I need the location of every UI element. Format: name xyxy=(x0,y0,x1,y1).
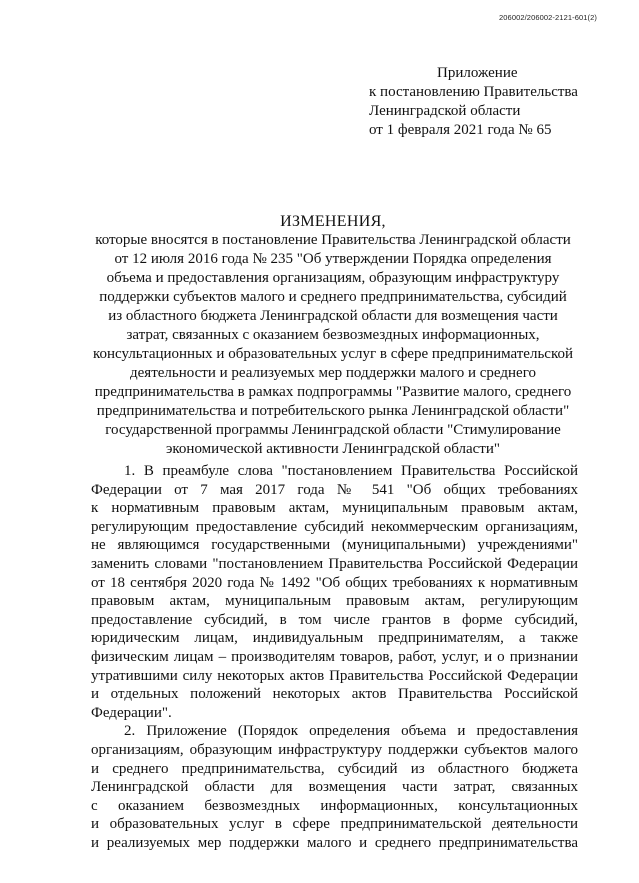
appendix-line: от 1 февраля 2021 года № 65 xyxy=(369,122,552,138)
title-line: экономической активности Ленинградской области" xyxy=(165,441,501,457)
paragraph-1 xyxy=(91,462,578,722)
title-line: затрат, связанных с оказанием безвозмездных информационных, xyxy=(126,327,540,343)
title-line: консультационных и образовательных услуг в сфере предпринимательской xyxy=(92,346,574,362)
paragraph-line: Федерации от 7 мая 2017 года № 541 "Об общих требованиях xyxy=(91,481,578,498)
document-body xyxy=(91,462,578,852)
paragraph-line: 1. В преамбуле слова "постановлением Правительства Российской xyxy=(124,463,578,479)
paragraph-line: юридическим лицам, индивидуальным предпринимателям, а также xyxy=(91,630,578,647)
document-code: 206002/206002-2121-601(2) xyxy=(499,13,597,22)
appendix-line: Приложение xyxy=(437,65,518,81)
paragraph-line: физическим лицам – производителям товаров, работ, услуг, и о признании xyxy=(91,648,578,665)
appendix-line: Ленинградской области xyxy=(369,103,521,119)
paragraph-line: к нормативным правовым актам, муниципальным правовым актам, xyxy=(91,500,578,517)
title-line: государственной программы Ленинградской области "Стимулирование xyxy=(105,422,561,438)
paragraph-line: Федерации". xyxy=(91,704,172,721)
title-line: деятельности и реализуемых мер поддержки малого и среднего xyxy=(130,365,536,381)
paragraph-line: организациям, образующим инфраструктуру поддержки субъектов малого xyxy=(91,741,578,758)
paragraph-line: 2. Приложение (Порядок определения объема и предоставления xyxy=(124,723,578,740)
title-line: которые вносятся в постановление Правительства Ленинградской области xyxy=(95,232,571,248)
title-line: поддержки субъектов малого и среднего предпринимательства, субсидий xyxy=(99,289,567,305)
paragraph-line: регулирующим предоставление субсидий некоммерческим организациям, xyxy=(91,518,578,535)
paragraph-line: предоставление субсидий, в том числе грантов в форме субсидий, xyxy=(91,611,578,628)
paragraph-line: утратившими силу некоторых актов Правительства Российской Федерации xyxy=(91,667,578,684)
title-line: предпринимательства и потребительского рынка Ленинградской области" xyxy=(96,403,570,419)
paragraph-line: не являющимся государственными (муниципальными) учреждениями" xyxy=(91,537,578,554)
paragraph-line: с оказанием безвозмездных информационных, консультационных xyxy=(91,797,578,814)
paragraph-line: заменить словами "постановлением Правительства Российской Федерации xyxy=(91,555,578,572)
paragraph-line: от 18 сентября 2020 года № 1492 "Об общих требованиях к нормативным xyxy=(91,574,578,591)
title-line: из областного бюджета Ленинградской области для возмещения части xyxy=(108,308,558,324)
appendix-line: к постановлению Правительства xyxy=(369,84,578,100)
appendix-block xyxy=(369,64,619,140)
paragraph-line: и реализуемых мер поддержки малого и среднего предпринимательства xyxy=(91,834,578,851)
paragraph-line: правовым актам, муниципальным правовым актам, регулирующим xyxy=(91,593,578,610)
title-line: от 12 июля 2016 года № 235 "Об утверждении Порядка определения xyxy=(114,251,552,267)
title-heading: ИЗМЕНЕНИЯ, xyxy=(280,213,386,230)
paragraph-line: и отдельных положений некоторых актов Правительства Российской xyxy=(91,686,578,703)
paragraph-line: Ленинградской области для возмещения части затрат, связанных xyxy=(91,779,578,796)
document-title xyxy=(66,212,600,459)
paragraph-line: и образовательных услуг в сфере предпринимательской деятельности xyxy=(91,816,578,833)
title-line: объема и предоставления организациям, образующим инфраструктуру xyxy=(106,270,560,286)
paragraph-2 xyxy=(91,722,578,852)
title-line: предпринимательства в рамках подпрограммы "Развитие малого, среднего xyxy=(94,384,572,400)
paragraph-line: и среднего предпринимательства, субсидий из областного бюджета xyxy=(91,760,578,777)
